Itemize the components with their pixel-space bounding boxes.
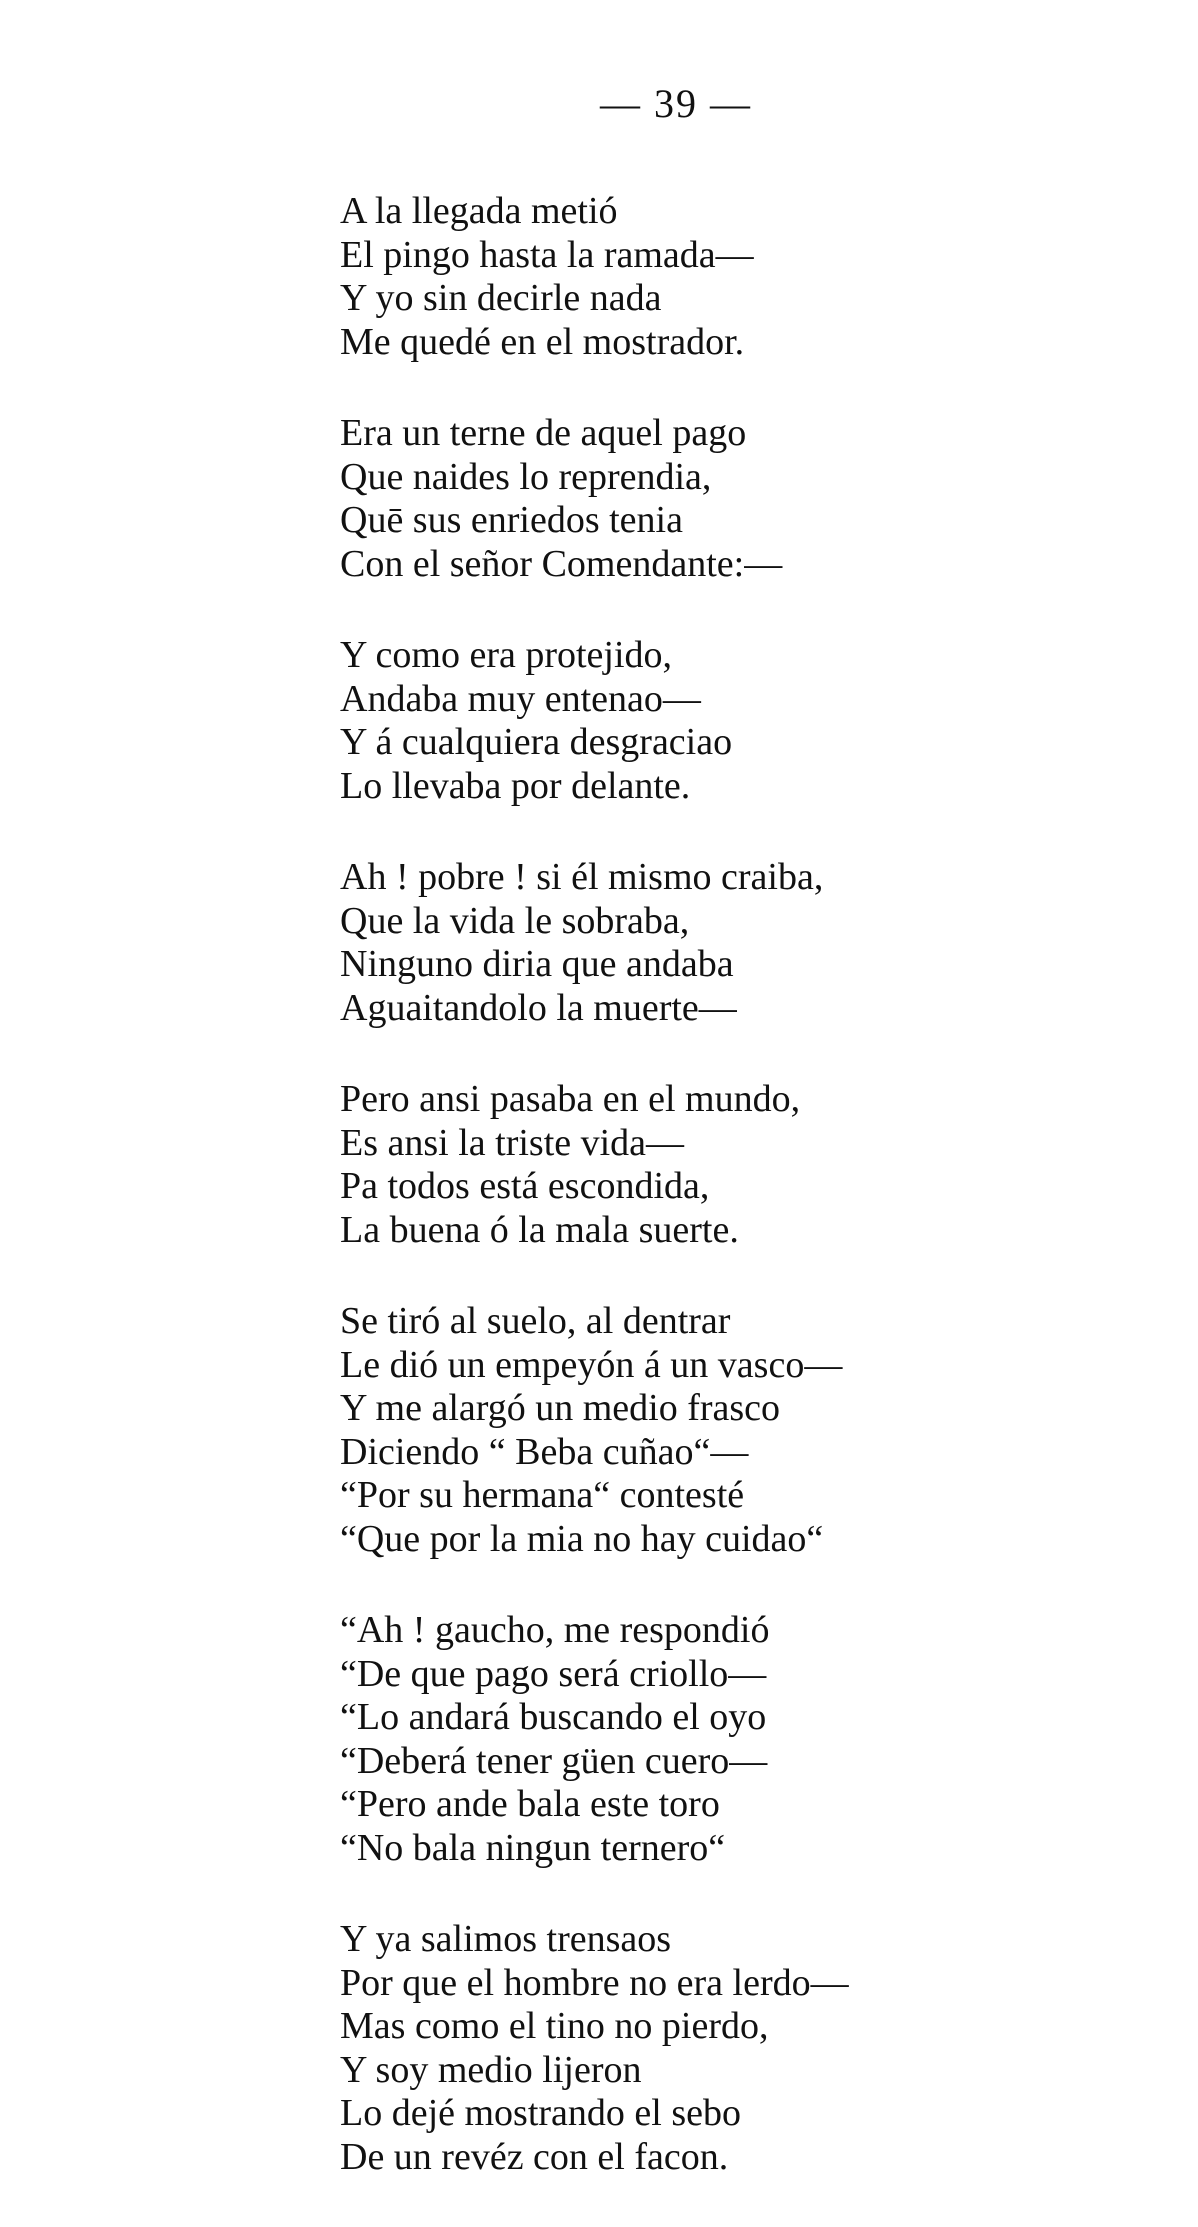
- poem-line: “Lo andará buscando el oyo: [340, 1696, 767, 1738]
- poem-line: Y á cualquiera desgraciao: [340, 721, 733, 763]
- poem: [340, 190, 1160, 2227]
- stanza: [340, 190, 1160, 364]
- poem-line: “No bala ningun ternero“: [340, 1826, 726, 1869]
- poem-line: Pa todos está escondida,: [340, 1165, 710, 1207]
- page-number: — 39 —: [600, 81, 752, 126]
- poem-line: “Por su hermana“ contesté: [340, 1474, 745, 1516]
- poem-line: Se tiró al suelo, al dentrar: [340, 1300, 731, 1342]
- poem-line: Aguaitandolo la muerte—: [340, 986, 737, 1029]
- poem-line: “Pero ande bala este toro: [340, 1783, 720, 1825]
- stanza: [340, 1078, 1160, 1252]
- stanza: [340, 1300, 1160, 1561]
- poem-line: De un revéz con el facon.: [340, 2135, 729, 2178]
- poem-line: Le dió un empeyón á un vasco—: [340, 1343, 843, 1386]
- poem-line: “Que por la mia no hay cuidao“: [340, 1517, 824, 1560]
- poem-line: Lo dejé mostrando el sebo: [340, 2092, 742, 2134]
- poem-line: Con el señor Comendante:—: [340, 542, 783, 585]
- poem-line: Mas como el tino no pierdo,: [340, 2005, 769, 2047]
- stanza: [340, 634, 1160, 808]
- poem-line: Y me alargó un medio frasco: [340, 1387, 781, 1429]
- poem-line: Ninguno diria que andaba: [340, 943, 734, 985]
- stanza: [340, 1609, 1160, 1870]
- poem-line: Y como era protejido,: [340, 634, 673, 676]
- poem-line: Me quedé en el mostrador.: [340, 320, 745, 363]
- stanza: [340, 1918, 1160, 2179]
- poem-line: Diciendo “ Beba cuñao“—: [340, 1430, 749, 1473]
- poem-line: Por que el hombre no era lerdo—: [340, 1961, 849, 2004]
- poem-line: Pero ansi pasaba en el mundo,: [340, 1078, 801, 1120]
- poem-line: Que naides lo reprendia,: [340, 455, 712, 498]
- poem-line: Quē sus enriedos tenia: [340, 499, 683, 541]
- poem-line: Y soy medio lijeron: [340, 2048, 642, 2091]
- poem-line: “Ah ! gaucho, me respondió: [340, 1609, 770, 1651]
- poem-line: Lo llevaba por delante.: [340, 764, 691, 807]
- stanza: [340, 856, 1160, 1030]
- poem-line: Que la vida le sobraba,: [340, 899, 690, 942]
- poem-line: Y yo sin decirle nada: [340, 277, 662, 319]
- poem-line: Era un terne de aquel pago: [340, 412, 747, 454]
- poem-line: El pingo hasta la ramada—: [340, 233, 754, 276]
- poem-line: Ah ! pobre ! si él mismo craiba,: [340, 856, 824, 898]
- poem-line: La buena ó la mala suerte.: [340, 1208, 739, 1251]
- poem-line: Es ansi la triste vida—: [340, 1121, 685, 1164]
- poem-line: A la llegada metió: [340, 190, 618, 232]
- stanza: [340, 412, 1160, 586]
- poem-line: Andaba muy entenao—: [340, 677, 701, 720]
- poem-line: “Deberá tener güen cuero—: [340, 1739, 768, 1782]
- poem-line: “De que pago será criollo—: [340, 1652, 767, 1695]
- poem-line: Y ya salimos trensaos: [340, 1918, 672, 1960]
